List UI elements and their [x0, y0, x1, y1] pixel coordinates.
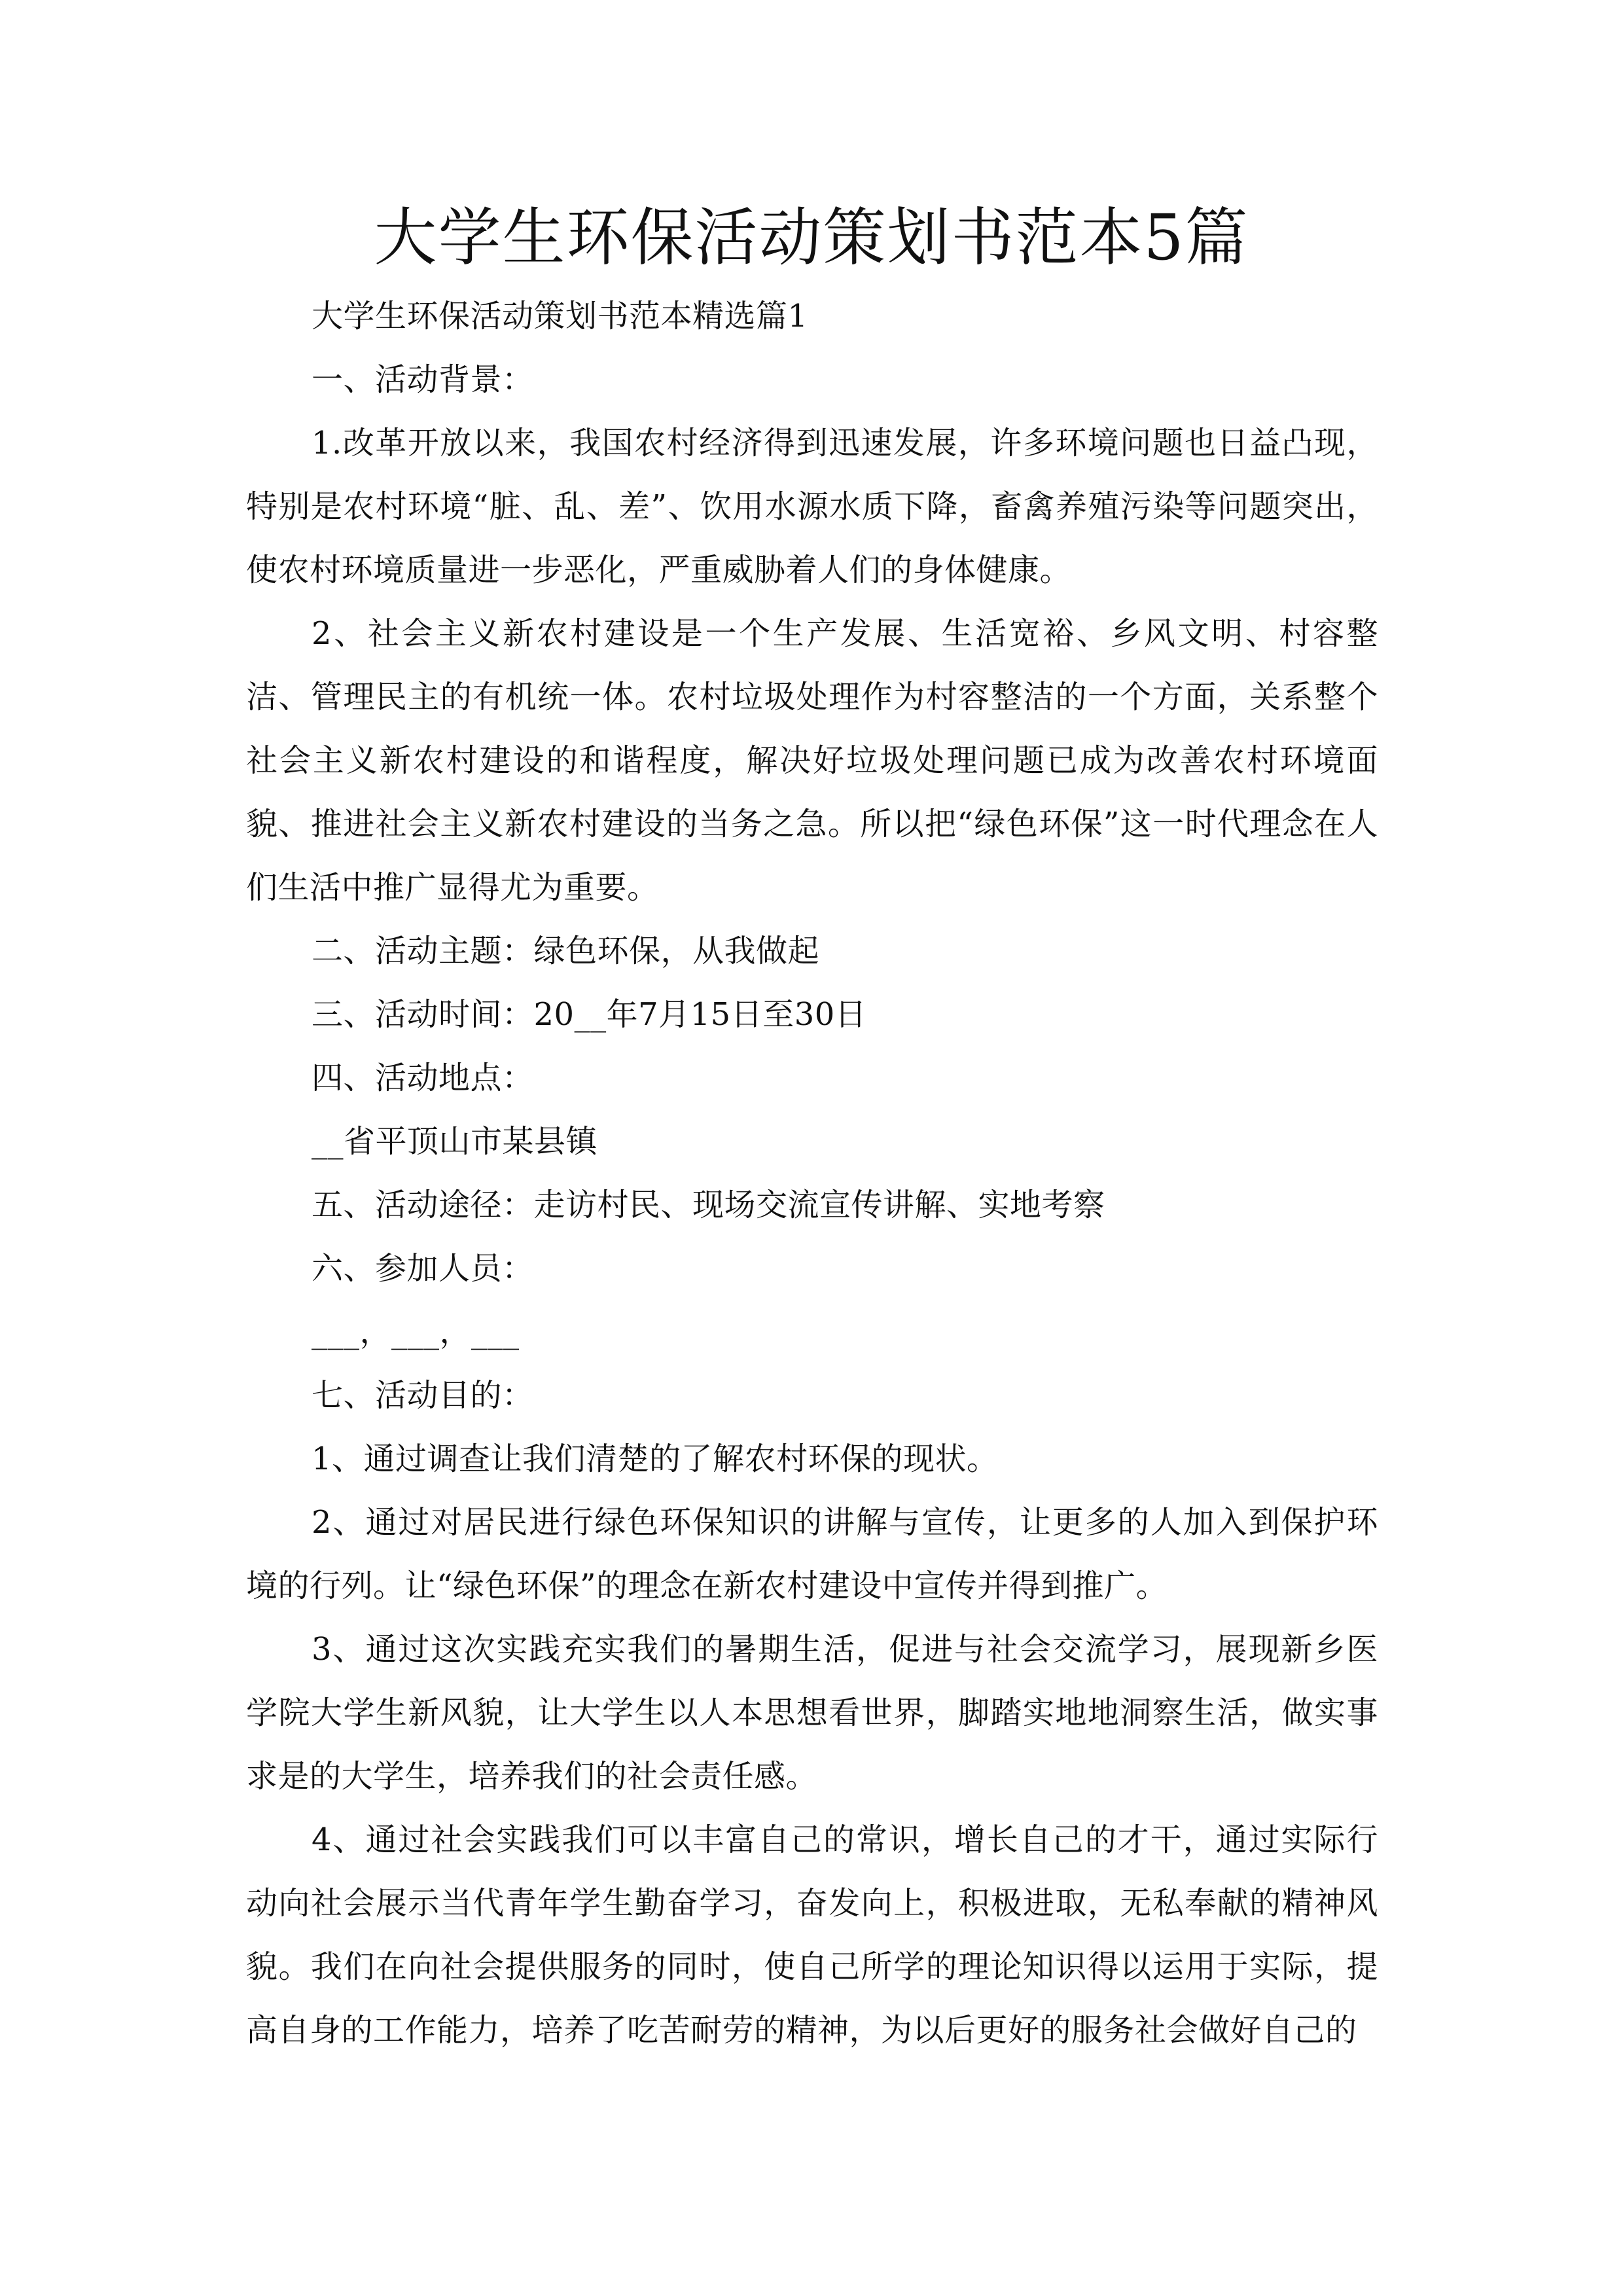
paragraph: 六、参加人员：: [312, 1250, 534, 1287]
document-body: [246, 285, 1378, 2062]
section-heading: 大学生环保活动策划书范本精选篇1: [312, 298, 808, 334]
paragraph: 1、通过调查让我们清楚的了解农村环保的现状。: [312, 1441, 999, 1477]
paragraph: 4、通过社会实践我们可以丰富自己的常识，增长自己的才干，通过实际行动向社会展示当代青年学生勤奋学习，奋发向上，积极进取，无私奉献的精神风貌。我们在向社会提供服务的同时，使自己所学的理论知识得以运用于实际，提高自身的工作能力，培养了吃苦耐劳的精神，为以后更好的服务社会做好自己的: [246, 1821, 1378, 2049]
paragraph: 四、活动地点：: [312, 1060, 534, 1096]
paragraph: 三、活动时间：20__年7月15日至30日: [312, 996, 867, 1033]
paragraph: ___，___，___: [312, 1314, 520, 1350]
paragraph: 1.改革开放以来，我国农村经济得到迅速发展，许多环境问题也日益凸现，特别是农村环境“脏、乱、差”、饮用水源水质下降，畜禽养殖污染等问题突出，使农村环境质量进一步恶化，严重威胁着人们的身体健康。: [246, 425, 1378, 588]
paragraph: 2、社会主义新农村建设是一个生产发展、生活宽裕、乡风文明、村容整洁、管理民主的有机统一体。农村垃圾处理作为村容整洁的一个方面，关系整个社会主义新农村建设的和谐程度，解决好垃圾处理问题已成为改善农村环境面貌、推进社会主义新农村建设的当务之急。所以把“绿色环保”这一时代理念在人们生活中推广显得尤为重要。: [246, 615, 1378, 906]
paragraph: 七、活动目的：: [312, 1377, 534, 1414]
paragraph: 二、活动主题：绿色环保，从我做起: [312, 933, 820, 969]
paragraph: 五、活动途径：走访村民、现场交流宣传讲解、实地考察: [312, 1187, 1105, 1223]
paragraph: 3、通过这次实践充实我们的暑期生活，促进与社会交流学习，展现新乡医学院大学生新风貌，让大学生以人本思想看世界，脚踏实地地洞察生活，做实事求是的大学生，培养我们的社会责任感。: [246, 1631, 1378, 1795]
document-title: 大学生环保活动策划书范本5篇: [374, 201, 1249, 274]
paragraph: 2、通过对居民进行绿色环保知识的讲解与宣传，让更多的人加入到保护环境的行列。让“绿色环保”的理念在新农村建设中宣传并得到推广。: [246, 1504, 1378, 1604]
paragraph: 一、活动背景：: [312, 361, 534, 398]
paragraph: __省平顶山市某县镇: [312, 1123, 598, 1160]
